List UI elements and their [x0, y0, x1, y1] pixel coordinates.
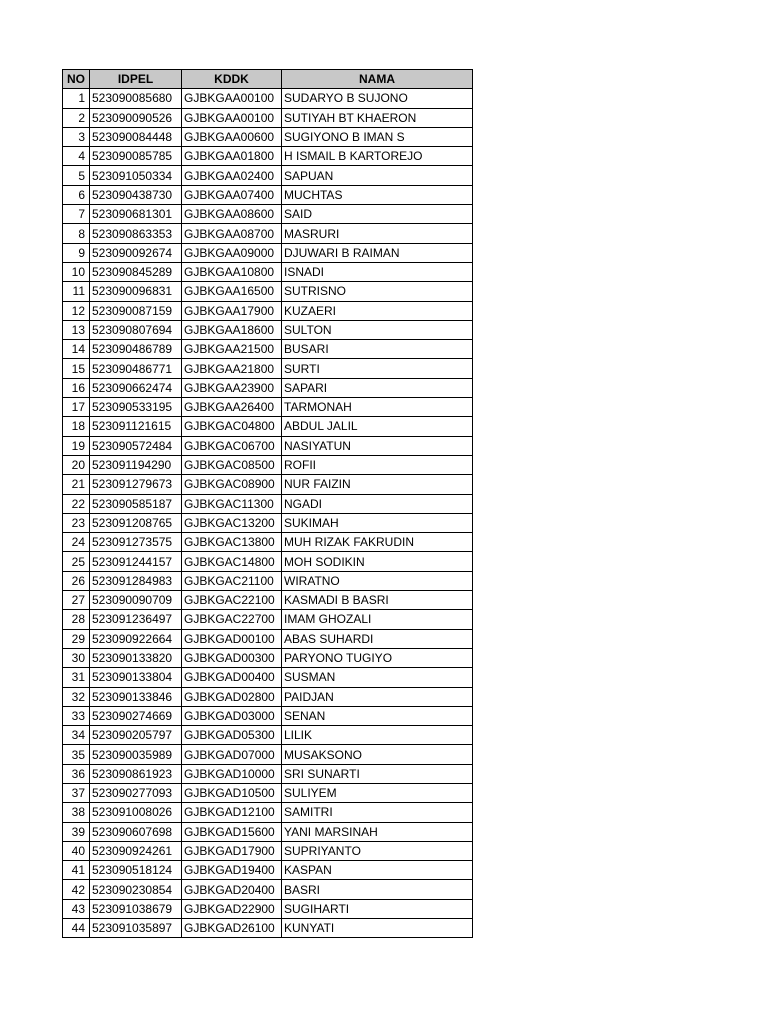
cell-nama: SUPRIYANTO — [282, 841, 473, 860]
cell-kddk: GJBKGAC08500 — [182, 455, 282, 474]
header-nama: NAMA — [282, 70, 473, 89]
cell-kddk: GJBKGAC22700 — [182, 610, 282, 629]
cell-no: 34 — [63, 726, 90, 745]
cell-kddk: GJBKGAD10000 — [182, 764, 282, 783]
cell-no: 27 — [63, 591, 90, 610]
cell-nama: ABDUL JALIL — [282, 417, 473, 436]
cell-idpel: 523091008026 — [90, 803, 182, 822]
header-idpel: IDPEL — [90, 70, 182, 89]
cell-no: 42 — [63, 880, 90, 899]
table-row — [63, 417, 473, 436]
cell-kddk: GJBKGAA26400 — [182, 398, 282, 417]
cell-no: 3 — [63, 127, 90, 146]
cell-no: 33 — [63, 706, 90, 725]
cell-kddk: GJBKGAA23900 — [182, 378, 282, 397]
cell-no: 18 — [63, 417, 90, 436]
table-row — [63, 745, 473, 764]
cell-kddk: GJBKGAC06700 — [182, 436, 282, 455]
table-row — [63, 822, 473, 841]
cell-idpel: 523091284983 — [90, 571, 182, 590]
table-row — [63, 610, 473, 629]
cell-kddk: GJBKGAA07400 — [182, 185, 282, 204]
cell-nama: MUSAKSONO — [282, 745, 473, 764]
cell-nama: TARMONAH — [282, 398, 473, 417]
table-row — [63, 880, 473, 899]
table-body — [63, 89, 473, 938]
cell-nama: SUTIYAH BT KHAERON — [282, 108, 473, 127]
cell-nama: PARYONO TUGIYO — [282, 648, 473, 667]
table-row — [63, 513, 473, 532]
cell-nama: KASPAN — [282, 861, 473, 880]
cell-no: 25 — [63, 552, 90, 571]
table-row — [63, 726, 473, 745]
table-row — [63, 378, 473, 397]
table-row — [63, 185, 473, 204]
cell-kddk: GJBKGAD00300 — [182, 648, 282, 667]
cell-no: 6 — [63, 185, 90, 204]
cell-no: 43 — [63, 899, 90, 918]
cell-nama: SUDARYO B SUJONO — [282, 89, 473, 108]
cell-idpel: 523091244157 — [90, 552, 182, 571]
cell-idpel: 523090607698 — [90, 822, 182, 841]
cell-no: 1 — [63, 89, 90, 108]
cell-no: 36 — [63, 764, 90, 783]
cell-no: 19 — [63, 436, 90, 455]
cell-kddk: GJBKGAC13800 — [182, 533, 282, 552]
customer-table — [62, 69, 473, 938]
cell-no: 38 — [63, 803, 90, 822]
cell-kddk: GJBKGAD03000 — [182, 706, 282, 725]
cell-no: 26 — [63, 571, 90, 590]
cell-no: 30 — [63, 648, 90, 667]
cell-no: 20 — [63, 455, 90, 474]
cell-idpel: 523090681301 — [90, 205, 182, 224]
cell-nama: SAPUAN — [282, 166, 473, 185]
cell-no: 7 — [63, 205, 90, 224]
cell-no: 16 — [63, 378, 90, 397]
cell-idpel: 523090486771 — [90, 359, 182, 378]
cell-idpel: 523090090526 — [90, 108, 182, 127]
cell-no: 15 — [63, 359, 90, 378]
cell-kddk: GJBKGAA17900 — [182, 301, 282, 320]
table-row — [63, 436, 473, 455]
table-row — [63, 359, 473, 378]
table-row — [63, 706, 473, 725]
cell-nama: MUH RIZAK FAKRUDIN — [282, 533, 473, 552]
table-row — [63, 301, 473, 320]
cell-nama: MOH SODIKIN — [282, 552, 473, 571]
cell-kddk: GJBKGAA02400 — [182, 166, 282, 185]
table-row — [63, 783, 473, 802]
cell-idpel: 523090845289 — [90, 262, 182, 281]
cell-kddk: GJBKGAC22100 — [182, 591, 282, 610]
table-row — [63, 205, 473, 224]
table-row — [63, 629, 473, 648]
table-header-row — [63, 70, 473, 89]
cell-idpel: 523091035897 — [90, 919, 182, 938]
cell-kddk: GJBKGAA01800 — [182, 147, 282, 166]
cell-no: 32 — [63, 687, 90, 706]
cell-idpel: 523090807694 — [90, 320, 182, 339]
cell-nama: ROFII — [282, 455, 473, 474]
cell-kddk: GJBKGAD26100 — [182, 919, 282, 938]
cell-no: 35 — [63, 745, 90, 764]
cell-kddk: GJBKGAD15600 — [182, 822, 282, 841]
cell-no: 2 — [63, 108, 90, 127]
cell-kddk: GJBKGAD17900 — [182, 841, 282, 860]
cell-no: 29 — [63, 629, 90, 648]
table-row — [63, 571, 473, 590]
cell-nama: IMAM GHOZALI — [282, 610, 473, 629]
table-row — [63, 475, 473, 494]
cell-idpel: 523090096831 — [90, 282, 182, 301]
cell-idpel: 523091208765 — [90, 513, 182, 532]
table-row — [63, 340, 473, 359]
table-row — [63, 494, 473, 513]
cell-nama: SENAN — [282, 706, 473, 725]
cell-no: 24 — [63, 533, 90, 552]
cell-idpel: 523090922664 — [90, 629, 182, 648]
cell-kddk: GJBKGAA00100 — [182, 89, 282, 108]
table-row — [63, 147, 473, 166]
cell-no: 31 — [63, 668, 90, 687]
table-row — [63, 127, 473, 146]
table-row — [63, 668, 473, 687]
cell-idpel: 523090133804 — [90, 668, 182, 687]
header-no: NO — [63, 70, 90, 89]
cell-idpel: 523090924261 — [90, 841, 182, 860]
cell-idpel: 523090085680 — [90, 89, 182, 108]
table-row — [63, 803, 473, 822]
cell-no: 4 — [63, 147, 90, 166]
cell-no: 28 — [63, 610, 90, 629]
cell-nama: ISNADI — [282, 262, 473, 281]
cell-nama: SUKIMAH — [282, 513, 473, 532]
cell-kddk: GJBKGAD22900 — [182, 899, 282, 918]
cell-idpel: 523090133846 — [90, 687, 182, 706]
cell-kddk: GJBKGAC21100 — [182, 571, 282, 590]
cell-nama: SRI SUNARTI — [282, 764, 473, 783]
table-row — [63, 764, 473, 783]
cell-kddk: GJBKGAA21800 — [182, 359, 282, 378]
cell-idpel: 523090572484 — [90, 436, 182, 455]
table-row — [63, 552, 473, 571]
table-row — [63, 648, 473, 667]
cell-idpel: 523091236497 — [90, 610, 182, 629]
cell-no: 12 — [63, 301, 90, 320]
cell-no: 9 — [63, 243, 90, 262]
cell-kddk: GJBKGAA00600 — [182, 127, 282, 146]
table-row — [63, 89, 473, 108]
cell-nama: PAIDJAN — [282, 687, 473, 706]
cell-nama: SUTRISNO — [282, 282, 473, 301]
cell-nama: SAID — [282, 205, 473, 224]
table-row — [63, 166, 473, 185]
cell-kddk: GJBKGAA10800 — [182, 262, 282, 281]
cell-kddk: GJBKGAD10500 — [182, 783, 282, 802]
cell-kddk: GJBKGAD12100 — [182, 803, 282, 822]
cell-idpel: 523090863353 — [90, 224, 182, 243]
cell-nama: SAMITRI — [282, 803, 473, 822]
cell-idpel: 523090585187 — [90, 494, 182, 513]
cell-nama: SUSMAN — [282, 668, 473, 687]
table-row — [63, 108, 473, 127]
cell-idpel: 523091038679 — [90, 899, 182, 918]
cell-kddk: GJBKGAC13200 — [182, 513, 282, 532]
cell-idpel: 523090533195 — [90, 398, 182, 417]
cell-nama: SUGIHARTI — [282, 899, 473, 918]
cell-no: 44 — [63, 919, 90, 938]
cell-nama: NASIYATUN — [282, 436, 473, 455]
cell-kddk: GJBKGAD19400 — [182, 861, 282, 880]
cell-idpel: 523090274669 — [90, 706, 182, 725]
cell-idpel: 523090486789 — [90, 340, 182, 359]
cell-kddk: GJBKGAA08600 — [182, 205, 282, 224]
cell-kddk: GJBKGAA18600 — [182, 320, 282, 339]
table-row — [63, 224, 473, 243]
table-row — [63, 899, 473, 918]
cell-nama: KUNYATI — [282, 919, 473, 938]
cell-idpel: 523090090709 — [90, 591, 182, 610]
cell-nama: LILIK — [282, 726, 473, 745]
cell-idpel: 523090230854 — [90, 880, 182, 899]
cell-nama: SUGIYONO B IMAN S — [282, 127, 473, 146]
cell-no: 21 — [63, 475, 90, 494]
cell-nama: MASRURI — [282, 224, 473, 243]
cell-nama: WIRATNO — [282, 571, 473, 590]
cell-no: 10 — [63, 262, 90, 281]
cell-idpel: 523090085785 — [90, 147, 182, 166]
cell-kddk: GJBKGAD00100 — [182, 629, 282, 648]
table-row — [63, 861, 473, 880]
cell-idpel: 523091121615 — [90, 417, 182, 436]
cell-no: 14 — [63, 340, 90, 359]
cell-kddk: GJBKGAD05300 — [182, 726, 282, 745]
customer-table-container — [62, 69, 473, 938]
cell-nama: KASMADI B BASRI — [282, 591, 473, 610]
cell-idpel: 523090035989 — [90, 745, 182, 764]
cell-no: 13 — [63, 320, 90, 339]
cell-nama: NGADI — [282, 494, 473, 513]
cell-kddk: GJBKGAD02800 — [182, 687, 282, 706]
cell-kddk: GJBKGAA16500 — [182, 282, 282, 301]
cell-nama: MUCHTAS — [282, 185, 473, 204]
cell-no: 40 — [63, 841, 90, 860]
cell-kddk: GJBKGAA00100 — [182, 108, 282, 127]
cell-kddk: GJBKGAC14800 — [182, 552, 282, 571]
cell-nama: BUSARI — [282, 340, 473, 359]
table-row — [63, 262, 473, 281]
cell-no: 22 — [63, 494, 90, 513]
table-row — [63, 282, 473, 301]
cell-nama: YANI MARSINAH — [282, 822, 473, 841]
table-row — [63, 243, 473, 262]
cell-idpel: 523091279673 — [90, 475, 182, 494]
cell-idpel: 523090092674 — [90, 243, 182, 262]
header-kddk: KDDK — [182, 70, 282, 89]
cell-nama: SULIYEM — [282, 783, 473, 802]
cell-nama: SAPARI — [282, 378, 473, 397]
cell-nama: SULTON — [282, 320, 473, 339]
cell-kddk: GJBKGAD20400 — [182, 880, 282, 899]
cell-idpel: 523091194290 — [90, 455, 182, 474]
cell-no: 41 — [63, 861, 90, 880]
table-row — [63, 919, 473, 938]
cell-no: 37 — [63, 783, 90, 802]
cell-idpel: 523091050334 — [90, 166, 182, 185]
cell-no: 23 — [63, 513, 90, 532]
cell-nama: KUZAERI — [282, 301, 473, 320]
cell-idpel: 523090205797 — [90, 726, 182, 745]
cell-nama: ABAS SUHARDI — [282, 629, 473, 648]
table-row — [63, 841, 473, 860]
cell-kddk: GJBKGAA09000 — [182, 243, 282, 262]
cell-no: 11 — [63, 282, 90, 301]
cell-kddk: GJBKGAC08900 — [182, 475, 282, 494]
cell-nama: BASRI — [282, 880, 473, 899]
cell-no: 39 — [63, 822, 90, 841]
table-row — [63, 591, 473, 610]
table-row — [63, 687, 473, 706]
cell-kddk: GJBKGAC11300 — [182, 494, 282, 513]
cell-kddk: GJBKGAD00400 — [182, 668, 282, 687]
cell-idpel: 523090277093 — [90, 783, 182, 802]
cell-idpel: 523090084448 — [90, 127, 182, 146]
cell-idpel: 523090438730 — [90, 185, 182, 204]
cell-kddk: GJBKGAC04800 — [182, 417, 282, 436]
table-row — [63, 533, 473, 552]
cell-no: 17 — [63, 398, 90, 417]
cell-nama: H ISMAIL B KARTOREJO — [282, 147, 473, 166]
cell-no: 8 — [63, 224, 90, 243]
cell-nama: SURTI — [282, 359, 473, 378]
cell-kddk: GJBKGAA08700 — [182, 224, 282, 243]
cell-idpel: 523090087159 — [90, 301, 182, 320]
table-row — [63, 398, 473, 417]
cell-idpel: 523090133820 — [90, 648, 182, 667]
table-row — [63, 455, 473, 474]
cell-kddk: GJBKGAA21500 — [182, 340, 282, 359]
cell-idpel: 523090861923 — [90, 764, 182, 783]
cell-idpel: 523090518124 — [90, 861, 182, 880]
cell-idpel: 523091273575 — [90, 533, 182, 552]
cell-nama: NUR FAIZIN — [282, 475, 473, 494]
cell-no: 5 — [63, 166, 90, 185]
cell-nama: DJUWARI B RAIMAN — [282, 243, 473, 262]
table-row — [63, 320, 473, 339]
cell-idpel: 523090662474 — [90, 378, 182, 397]
cell-kddk: GJBKGAD07000 — [182, 745, 282, 764]
